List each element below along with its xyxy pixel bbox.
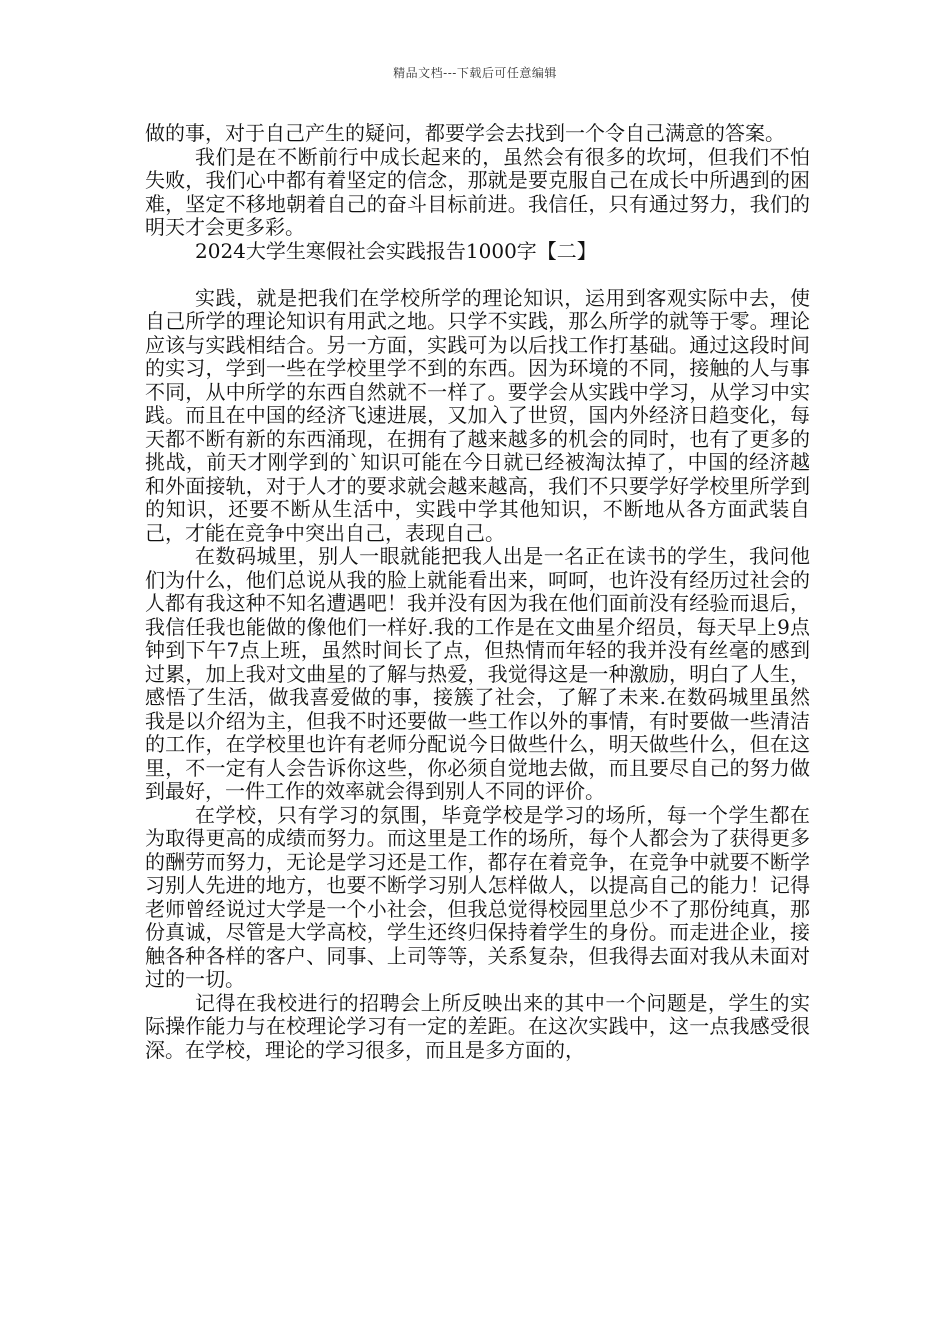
paragraph-continuation: 做的事，对于自己产生的疑问，都要学会去找到一个令自己满意的答案。 <box>145 121 785 145</box>
document-body <box>145 122 810 1062</box>
paragraph: 在学校，只有学习的氛围，毕竟学校是学习的场所，每一个学生都在为取得更高的成绩而努力。而这里是工作的场所，每个人都会为了获得更多的酬劳而努力，无论是学习还是工作，都存在着竞争，在竞争中就要不断学习别人先进的地方，也要不断学习别人怎样做人，以提高自己的能力！记得老师曾经说过大学是一个小社会，但我总觉得校园里总少不了那份纯真，那份真诚，尽管是大学高校，学生还终归保持着学生的身份。而走进企业，接触各种各样的客户、同事、上司等等，关系复杂，但我得去面对我从未面对过的一切。 <box>145 802 810 991</box>
paragraph: 实践，就是把我们在学校所学的理论知识，运用到客观实际中去，使自己所学的理论知识有用武之地。只学不实践，那么所学的就等于零。理论应该与实践相结合。另一方面，实践可为以后找工作打基础。通过这段时间的实习，学到一些在学校里学不到的东西。因为环境的不同，接触的人与事不同，从中所学的东西自然就不一样了。要学会从实践中学习，从学习中实践。而且在中国的经济飞速进展，又加入了世贸，国内外经济日趋变化，每天都不断有新的东西涌现，在拥有了越来越多的机会的同时，也有了更多的挑战，前天才刚学到的`知识可能在今日就已经被淘汰掉了，中国的经济越和外面接轨，对于人才的要求就会越来越高，我们不只要学好学校里所学到的知识，还要不断从生活中，实践中学其他知识，不断地从各方面武装自己，才能在竞争中突出自己，表现自己。 <box>145 285 810 545</box>
paragraph: 在数码城里，别人一眼就能把我人出是一名正在读书的学生，我问他们为什么，他们总说从我的脸上就能看出来，呵呵，也许没有经历过社会的人都有我这种不知名遭遇吧！我并没有因为我在他们面前没有经验而退后，我信任我也能做的像他们一样好.我的工作是在文曲星介绍员，每天早上9点钟到下午7点上班，虽然时间长了点，但热情而年轻的我并没有丝毫的感到过累，加上我对文曲星的了解与热爱，我觉得这是一种激励，明白了人生，感悟了生活，做我喜爱做的事，接簇了社会，了解了未来.在数码城里虽然我是以介绍为主，但我不时还要做一些工作以外的事情，有时要做一些清洁的工作，在学校里也许有老师分配说今日做些什么，明天做些什么，但在这里，不一定有人会告诉你这些，你必须自觉地去做，而且要尽自己的努力做到最好，一件工作的效率就会得到别人不同的评价。 <box>145 544 810 803</box>
paragraph: 我们是在不断前行中成长起来的，虽然会有很多的坎坷，但我们不怕失败，我们心中都有着坚定的信念，那就是要克服自己在成长中所遇到的困难，坚定不移地朝着自己的奋斗目标前进。我信任，只有通过努力，我们的明天才会更多彩。 <box>145 144 810 239</box>
paragraph: 记得在我校进行的招聘会上所反映出来的其中一个问题是，学生的实际操作能力与在校理论学习有一定的差距。在这次实践中，这一点我感受很深。在学校，理论的学习很多，而且是多方面的， <box>145 990 810 1062</box>
page-header: 精品文档---下载后可任意编辑 <box>393 66 557 80</box>
section-title: 2024大学生寒假社会实践报告1000字【二】 <box>195 238 597 263</box>
